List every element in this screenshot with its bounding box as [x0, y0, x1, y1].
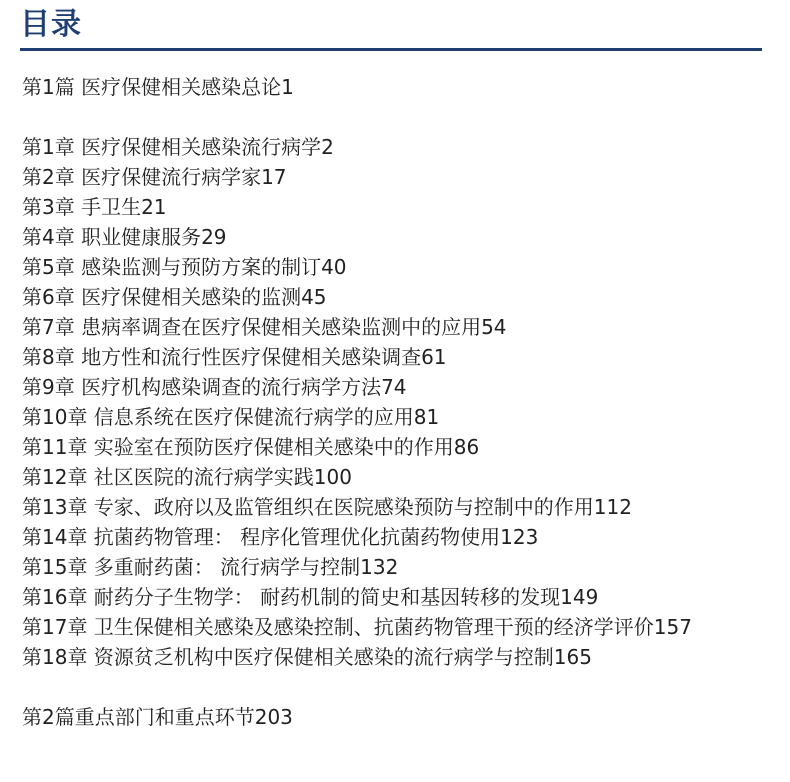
- chapter-item[interactable]: 第8章 地方性和流行性医疗保健相关感染调查61: [22, 345, 447, 369]
- spacer: [22, 102, 762, 132]
- chapter-item[interactable]: 第3章 手卫生21: [22, 195, 167, 219]
- chapter-item[interactable]: 第11章 实验室在预防医疗保健相关感染中的作用86: [22, 435, 480, 459]
- chapter-item[interactable]: 第16章 耐药分子生物学： 耐药机制的简史和基因转移的发现149: [22, 585, 599, 609]
- chapter-item[interactable]: 第10章 信息系统在医疗保健流行病学的应用81: [22, 405, 440, 429]
- chapter-item[interactable]: 第4章 职业健康服务29: [22, 225, 227, 249]
- chapter-item[interactable]: 第6章 医疗保健相关感染的监测45: [22, 285, 327, 309]
- chapter-item[interactable]: 第18章 资源贫乏机构中医疗保健相关感染的流行病学与控制165: [22, 645, 592, 669]
- chapter-item[interactable]: 第9章 医疗机构感染调查的流行病学方法74: [22, 375, 407, 399]
- chapter-item[interactable]: 第2章 医疗保健流行病学家17: [22, 165, 287, 189]
- chapter-item[interactable]: 第1章 医疗保健相关感染流行病学2: [22, 135, 334, 159]
- part-heading-2[interactable]: 第2篇重点部门和重点环节203: [22, 705, 293, 729]
- chapter-item[interactable]: 第17章 卫生保健相关感染及感染控制、抗菌药物管理干预的经济学评价157: [22, 615, 692, 639]
- title-underline: [20, 48, 762, 51]
- spacer: [22, 672, 762, 702]
- chapter-item[interactable]: 第12章 社区医院的流行病学实践100: [22, 465, 352, 489]
- part-heading-1[interactable]: 第1篇 医疗保健相关感染总论1: [22, 75, 294, 99]
- chapter-item[interactable]: 第14章 抗菌药物管理： 程序化管理优化抗菌药物使用123: [22, 525, 539, 549]
- toc-header: [20, 4, 762, 51]
- chapter-item[interactable]: 第5章 感染监测与预防方案的制订40: [22, 255, 347, 279]
- chapter-item[interactable]: 第13章 专家、政府以及监管组织在医院感染预防与控制中的作用112: [22, 495, 632, 519]
- chapter-item[interactable]: 第7章 患病率调查在医疗保健相关感染监测中的应用54: [22, 315, 507, 339]
- chapter-item[interactable]: 第15章 多重耐药菌： 流行病学与控制132: [22, 555, 399, 579]
- toc-title: 目录: [20, 7, 82, 42]
- table-of-contents: [22, 72, 762, 732]
